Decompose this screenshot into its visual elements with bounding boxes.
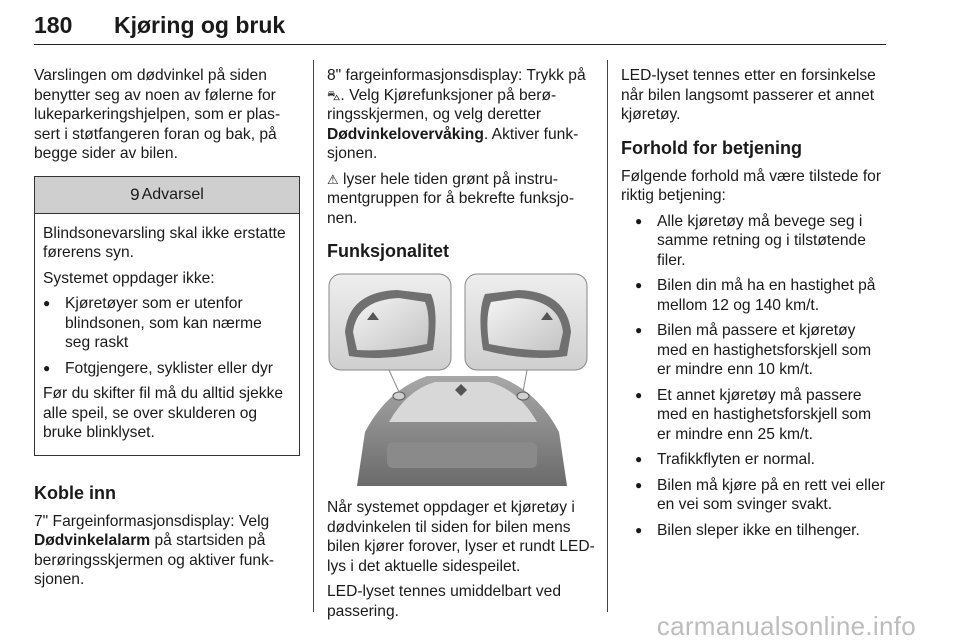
display-paragraph bbox=[327, 66, 595, 164]
column-left bbox=[34, 66, 300, 596]
warning-bullet: ● Fotgjengere, syklister eller dyr bbox=[43, 359, 291, 379]
text-span: på startsiden på berøringsskjermen og aktiver funksjonen. bbox=[34, 532, 275, 588]
mirror-illustration bbox=[327, 272, 589, 486]
warning-bullet: ● Kjøretøyer som er utenfor blindsonen, som kan nærme seg raskt bbox=[43, 294, 291, 353]
text-span: lyser hele tiden grønt på instrumentgruppen for å bekrefte funksjonen. bbox=[327, 170, 575, 227]
page-header bbox=[34, 4, 886, 45]
bold-term: Dødvinkelovervåking bbox=[327, 125, 484, 143]
blind-spot-indicator-icon: ⚠ bbox=[327, 171, 339, 187]
function-paragraph: LED-lyset tennes umiddelbart ved passering. bbox=[327, 583, 562, 620]
section-heading-funksjonalitet: Funksjonalitet bbox=[327, 241, 450, 261]
car-settings-icon: ⛍ bbox=[327, 87, 341, 103]
section-heading-koble-inn: Koble inn bbox=[34, 482, 116, 503]
koble-paragraph bbox=[34, 512, 300, 590]
intro-paragraph: Varslingen om dødvinkel på siden benytter seg av noen av følerne for lukeparkeringshjelpen, som er plassert i støtfangeren foran og bak, på begge sider av bilen. bbox=[34, 67, 281, 162]
condition-bullet: ● Bilen sleper ikke en tilhenger. bbox=[635, 521, 887, 541]
warning-body bbox=[35, 214, 299, 455]
led-paragraph: LED-lyset tennes etter en forsinkelse når bilen langsomt passerer et annet kjøretøy. bbox=[621, 67, 876, 123]
warning-paragraph: Systemet oppdager ikke: bbox=[43, 269, 215, 287]
warning-box bbox=[34, 176, 300, 456]
condition-bullet: ● Alle kjøretøy må bevege seg i samme retning og i tilstøtende filer. bbox=[635, 212, 887, 271]
warning-paragraph: Før du skifter fil må du alltid sjekke alle speil, se over skulderen og bruke blinklyset. bbox=[43, 385, 284, 441]
condition-bullet: ● Bilen må passere et kjøretøy med en hastighetsforskjell som er mindre enn 10 km/t. bbox=[635, 321, 887, 380]
column-right bbox=[621, 66, 887, 546]
section-heading-forhold: Forhold for betjening bbox=[621, 137, 802, 158]
callout-line bbox=[523, 370, 527, 392]
warning-title: Advarsel bbox=[141, 185, 204, 203]
text-span: 8" fargeinformasjonsdisplay: Trykk på bbox=[327, 67, 586, 84]
page-number: 180 bbox=[34, 12, 73, 38]
column-divider bbox=[607, 60, 608, 612]
bold-term: Dødvinkelalarm bbox=[34, 532, 151, 549]
column-divider bbox=[313, 60, 314, 612]
indicator-paragraph bbox=[327, 170, 595, 229]
condition-bullet: ● Et annet kjøretøy må passere med en hastighetsforskjell som er mindre enn 25 km/t. bbox=[635, 386, 887, 445]
warning-icon: 9 bbox=[130, 184, 140, 204]
left-mirror-marker bbox=[393, 392, 405, 400]
watermark: carmanualsonline.info bbox=[656, 611, 916, 641]
condition-bullet: ● Bilen må kjøre på en rett vei eller en vei som svinger svakt. bbox=[635, 476, 887, 515]
warning-header bbox=[35, 177, 299, 214]
text-span: . Aktiver funksjonen. bbox=[327, 125, 579, 162]
chapter-title: Kjøring og bruk bbox=[114, 12, 286, 38]
callout-line bbox=[389, 370, 399, 392]
function-paragraph: Når systemet oppdager et kjøretøy i dødvinkelen til siden for bilen mens bilen kjører forover, lyser et rundt LED-lys i det aktuelle sidespeilet. bbox=[327, 499, 595, 575]
column-middle bbox=[327, 66, 595, 627]
condition-bullet: ● Trafikkflyten er normal. bbox=[635, 450, 887, 470]
conditions-intro: Følgende forhold må være tilstede for riktig betjening: bbox=[621, 167, 882, 204]
text-span: 7" Fargeinformasjonsdisplay: Velg bbox=[34, 512, 270, 530]
car-mirror-svg bbox=[327, 272, 589, 486]
text-span: . Velg Kjørefunksjoner på berøringsskjermen, og velg deretter bbox=[327, 86, 557, 123]
condition-bullet: ● Bilen din må ha en hastighet på mellom 12 og 140 km/t. bbox=[635, 276, 887, 315]
right-mirror-marker bbox=[517, 392, 529, 400]
car-rear-panel bbox=[387, 442, 537, 468]
warning-paragraph: Blindsonevarsling skal ikke erstatte førerens syn. bbox=[43, 224, 286, 261]
